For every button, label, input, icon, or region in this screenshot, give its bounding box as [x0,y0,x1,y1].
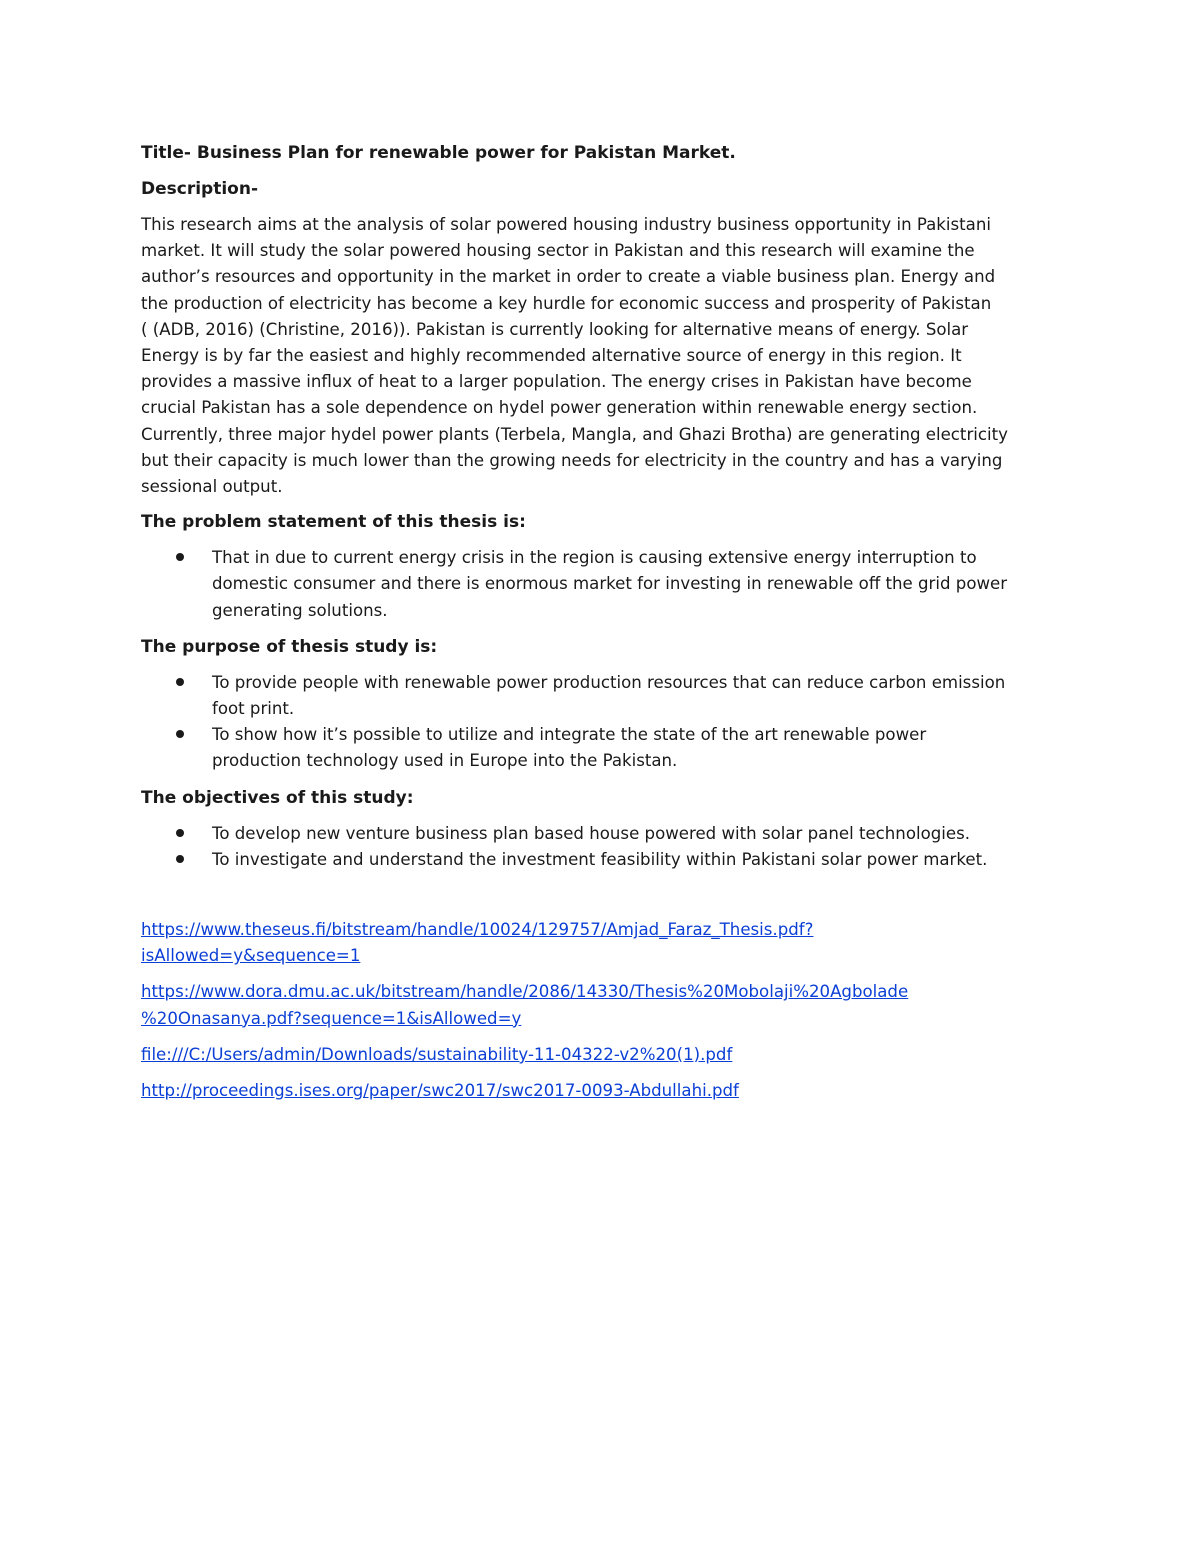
bullet-icon [176,855,184,863]
paragraph-line: but their capacity is much lower than the growing needs for electricity in the country and has a varying [141,450,1003,470]
bullet-icon [176,678,184,686]
paragraph-line: author’s resources and opportunity in the market in order to create a viable business plan. Energy and [141,267,996,287]
list-item-line: To show how it’s possible to utilize and integrate the state of the art renewable power [212,725,927,745]
paragraph-line: Currently, three major hydel power plants (Terbela, Mangla, and Ghazi Brotha) are generating electricity [141,424,1008,444]
paragraph-line: ( (ADB, 2016) (Christine, 2016)). Pakistan is currently looking for alternative means of energy. Solar [141,319,969,339]
list-item [141,847,1071,873]
list-item-line: To provide people with renewable power production resources that can reduce carbon emission [212,672,1006,692]
purpose-list [141,670,1071,775]
list-item-line: production technology used in Europe into the Pakistan. [212,751,678,771]
list-item-line: To develop new venture business plan based house powered with solar panel technologies. [212,823,971,843]
description-heading: Description- [141,179,259,199]
reference-links [141,917,1071,1104]
paragraph-line: market. It will study the solar powered housing sector in Pakistan and this research will examine the [141,241,975,261]
description-paragraph [141,212,1071,500]
list-item [141,545,1071,624]
paragraph-line: Energy is by far the easiest and highly recommended alternative source of energy in this region. It [141,346,962,366]
list-item-line: domestic consumer and there is enormous market for investing in renewable off the grid power [212,574,1008,594]
purpose-heading: The purpose of thesis study is: [141,636,438,657]
list-item [141,722,1071,774]
reference-link-theseus[interactable] [141,917,1071,969]
list-item-line: To investigate and understand the investment feasibility within Pakistani solar power market. [212,849,988,869]
reference-link-local-file[interactable] [141,1042,1071,1068]
paragraph-line: This research aims at the analysis of solar powered housing industry business opportunity in Pakistani [141,215,991,234]
list-item [141,670,1071,722]
list-item-line: foot print. [212,699,295,719]
list-item-line: generating solutions. [212,600,388,620]
reference-link-ises[interactable] [141,1078,1071,1104]
document-page [141,140,1071,1114]
paragraph-line: sessional output. [141,477,283,497]
problem-statement-heading: The problem statement of this thesis is: [141,512,526,533]
problem-statement-list [141,545,1071,624]
document-title: Title- Business Plan for renewable power for Pakistan Market. [141,143,736,163]
link-line[interactable]: https://www.theseus.fi/bitstream/handle/10024/129757/Amjad_Faraz_Thesis.pdf? [141,920,814,940]
objectives-heading: The objectives of this study: [141,787,414,808]
link-line[interactable]: isAllowed=y&sequence=1 [141,946,361,966]
bullet-icon [176,730,184,738]
objectives-list [141,821,1071,873]
link-line[interactable]: https://www.dora.dmu.ac.uk/bitstream/handle/2086/14330/Thesis%20Mobolaji%20Agbolade [141,982,909,1002]
link-line[interactable]: %20Onasanya.pdf?sequence=1&isAllowed=y [141,1008,522,1028]
reference-link-dora[interactable] [141,979,1071,1031]
link-line[interactable]: file:///C:/Users/admin/Downloads/sustainability-11-04322-v2%20(1).pdf [141,1044,733,1064]
paragraph-line: the production of electricity has become a key hurdle for economic success and prosperity of Pakistan [141,293,992,313]
list-item-line: That in due to current energy crisis in the region is causing extensive energy interruption to [212,548,977,568]
list-item [141,821,1071,847]
bullet-icon [176,553,184,561]
bullet-icon [176,829,184,837]
link-line[interactable]: http://proceedings.ises.org/paper/swc2017/swc2017-0093-Abdullahi.pdf [141,1081,739,1101]
paragraph-line: provides a massive influx of heat to a larger population. The energy crises in Pakistan have become [141,372,972,392]
paragraph-line: crucial Pakistan has a sole dependence on hydel power generation within renewable energy section. [141,398,978,418]
